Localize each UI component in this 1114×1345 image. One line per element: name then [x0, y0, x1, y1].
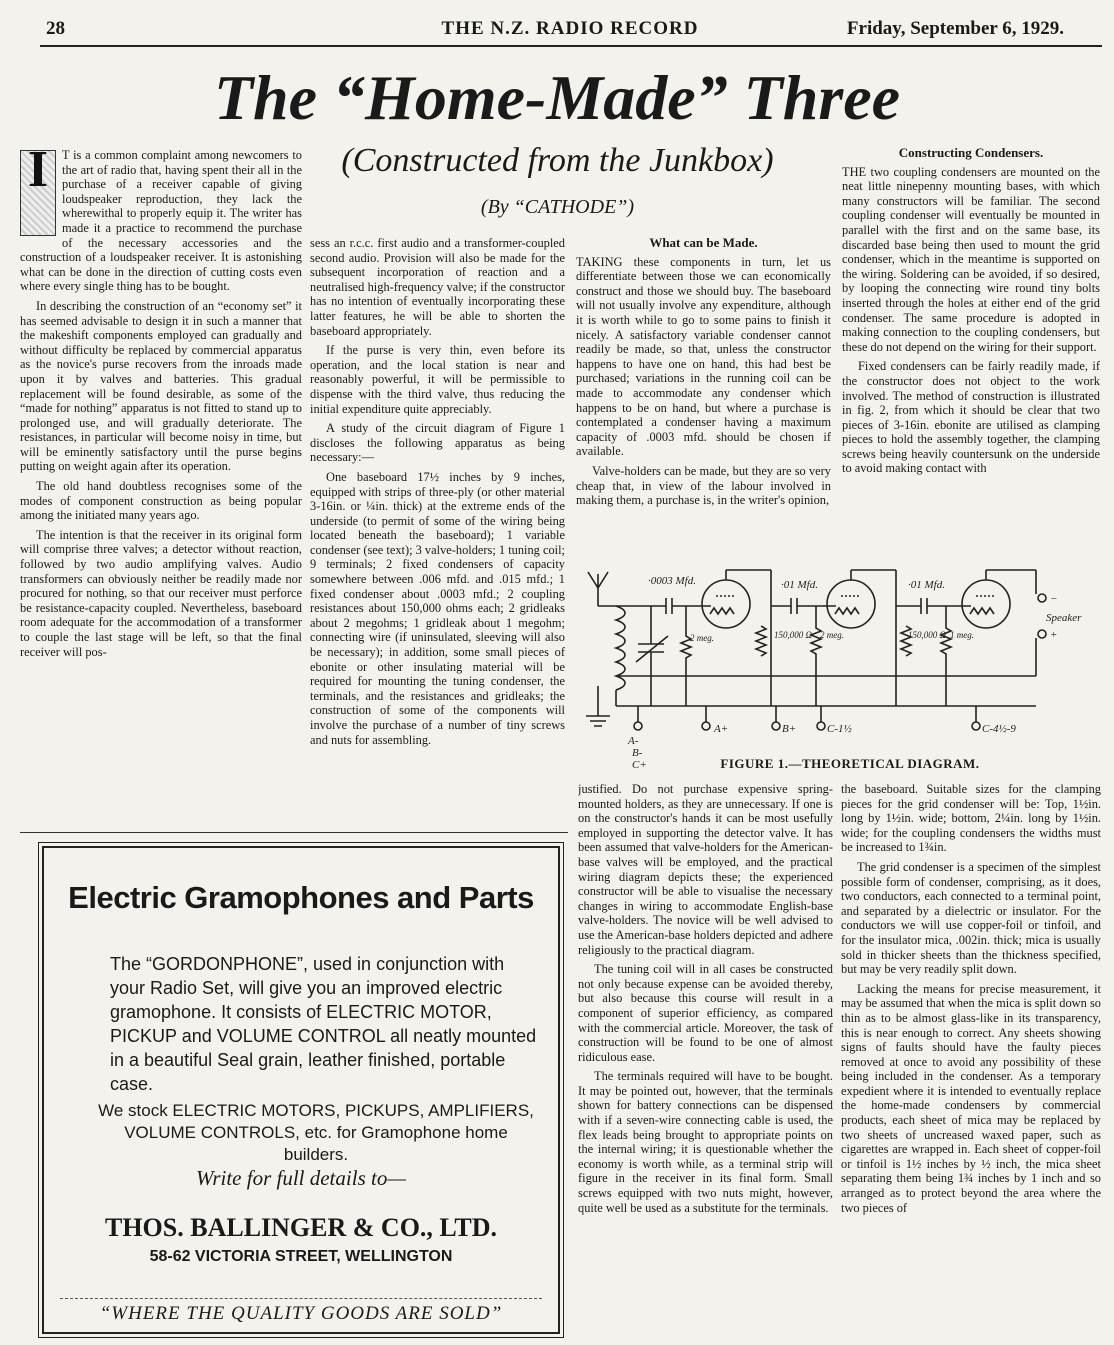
paragraph: the baseboard. Suitable sizes for the clamping pieces for the grid condenser will be: Top, 1½in. long by 1½in. wide; bottom, 2¼in. long by 1½in. wide; for the coupling condensers the widths must be increased to 1¾in. [841, 782, 1101, 855]
ad-headline: Electric Gramophones and Parts [68, 880, 534, 915]
earth-symbol [586, 686, 610, 726]
label-c-plus: C+ [632, 759, 647, 771]
page-number: 28 [46, 18, 65, 39]
article-column-2 [310, 236, 565, 828]
terminal-c-minus-2 [972, 722, 980, 730]
label-c1: ·0003 Mfd. [648, 575, 696, 587]
paragraph: THE two coupling condensers are mounted on the neat little ninepenny mounting bases, with which many constructors will be familiar. The second coupling condenser will eventually be mounted in parallel with the first and on the same base, its discarded base being then used to mount the grid condenser, which in the meantime is supported on the wiring. Soldering can be avoided, if so desired, by looping the connecting wire round tiny bolts inserted through the holes at either end of the grid condenser. The same procedure is adopted in making connection to the coupling condensers, but these do not depend on the wiring for their support. [842, 164, 1100, 354]
ad-address: 58-62 VICTORIA STREET, WELLINGTON [149, 1248, 453, 1265]
article-column-3 [576, 236, 831, 564]
page-header [46, 18, 1094, 44]
paragraph: If the purse is very thin, even before its operation, and the local station is near and reasonably powerful, it will be permissible to dispense with the third valve, thus reducing the initial expenditure quite appreciably. [310, 343, 565, 416]
speaker-terminal-plus [1038, 630, 1046, 638]
paragraph: The terminals required will have to be bought. It may be pointed out, however, that the terminals shown for battery connections can be dispensed with if a seven-wire connecting cable is used, the flex leads being brought to appropriate points on the internal wiring; it is questionable whether the economy is worth while, as a terminal strip will figure in the receiver in its final form. Small screws equipped with two nuts might, however, quite well be used as a substitute for the terminals. [578, 1069, 833, 1215]
paragraph: The intention is that the receiver in its original form will comprise three valves; a detector without reaction, followed by two audio amplifying valves. Audio transformers can obviously neither be readily made nor procured for nothing, so that our receiver must perforce be resistance-capacity coupled. Nevertheless, baseboard room adequate for the accommodation of a transformer to couple the last stage will be left, so that the final receiver will pos- [20, 527, 302, 659]
label-speaker-plus: + [1050, 629, 1058, 641]
paragraph: The grid condenser is a specimen of the simplest possible form of condenser, comprising, as it does, two conductors, each connected to a terminal point, and separated by a dielectric or insulator. For the conductors we will use copper-foil or tinfoil, and for the insulator mica, .002in. thick; mica is usually sold in thicker sheets than the thickness specified, but may be very readily split down. [841, 859, 1101, 977]
article-byline: (By “CATHODE”) [480, 196, 635, 218]
column-divider [20, 832, 568, 833]
terminal-a-minus [634, 722, 642, 730]
label-speaker-minus: − [1050, 593, 1058, 605]
paragraph: In describing the construction of an “economy set” it has seemed advisable to design it in such a manner that the makeshift components employed can gradually and without difficulty be replaced by commercial apparatus as the novice's purse recovers from the inroads made upon it by valves and batteries. This gradual replacement will be found desirable, as some of the “made for nothing” apparatus is not fitted to stand up to prolonged use, and will gradually deteriorate. The resistances, in particular will become noisy in time, but will be eminently satisfactory until the purse begins putting on weight again after its operation. [20, 298, 302, 474]
article-title: The “Home-Made” Three [213, 62, 901, 133]
circuit-diagram [576, 566, 1106, 776]
label-c-minus-1: C-1½ [827, 723, 852, 735]
section-heading: What can be Made. [649, 236, 758, 250]
label-b-minus: B- [632, 747, 643, 759]
article-column-6 [841, 782, 1101, 1338]
label-r3: 2 meg. [820, 630, 844, 640]
speaker-terminal-minus [1038, 594, 1046, 602]
label-r5: 1 meg. [950, 630, 974, 640]
gridleak-r3 [811, 606, 821, 706]
aerial-symbol [588, 572, 608, 606]
header-rule [40, 45, 1102, 47]
grid-condenser [666, 598, 711, 614]
label-c2: ·01 Mfd. [781, 579, 818, 591]
article-subtitle: (Constructed from the Junkbox) [341, 142, 774, 179]
ad-slogan: “WHERE THE QUALITY GOODS ARE SOLD” [60, 1298, 542, 1325]
paragraph: A study of the circuit diagram of Figure 1 discloses the following apparatus as being necessary:— [310, 421, 565, 465]
label-c-minus-2: C-4½-9 [982, 723, 1016, 735]
terminal-a-plus [702, 722, 710, 730]
article-column-4 [842, 146, 1100, 564]
article-column-1 [20, 148, 302, 828]
advertisement [42, 846, 560, 1334]
label-r4: 150,000 Ω [908, 630, 947, 640]
paragraph: One baseboard 17½ inches by 9 inches, equipped with strips of three-ply (or other material 3-16in. or ¼in. thick) at the extreme ends of the underside (to permit of some of the wiring being located beneath the baseboard); 1 variable condenser (see text); 3 valve-holders; 1 tuning coil; 9 terminals; 2 fixed condensers of capacity somewhere between .006 mfd. and .015 mfd.; 1 fixed condenser about .0003 mfd.; 2 coupling resistances about 150,000 ohms each; 2 gridleaks about 2 megohms; 1 gridleak about 1 megohm; connecting wire (if uninsulated, sleeving will also be necessary); in addition, some small pieces of ebonite or other insulating material will be required for mounting the tuning condenser, the terminals, and the resistances and gridleaks; the construction of some of the components will involve the purchase of a number of tiny screws and nuts for assembling. [310, 469, 565, 747]
ad-write-line: Write for full details to— [195, 1166, 406, 1190]
coupling-condenser-2 [896, 598, 971, 614]
label-speaker: Speaker [1046, 612, 1082, 624]
paragraph: Valve-holders can be made, but they are so very cheap that, in view of the labour involved in making them, a purchase is, in the writer's opinion, [576, 463, 831, 508]
paragraph: justified. Do not purchase expensive spring-mounted holders, as they are unnecessary. If one is on the constructor's hands it can be most usefully employed in supporting the detector valve. It has been assumed that valve-holders for the American-base valves will be employed, and the practical wiring diagram depicts these; the experienced constructor will be able to visualise the necessary changes in wiring to accommodate English-base valve-holders. The novice will be well advised to use the American-base holders depicted and adhere religiously to the practical diagram. [578, 782, 833, 957]
paragraph: sess an r.c.c. first audio and a transformer-coupled second audio. Provision will also be made for the subsequent incorporation of reaction and a neutralised high-frequency valve; if the constructor has no intention of eventually incorporating these latter features, he will be able to shorten the baseboard appropriately. [310, 236, 565, 338]
paragraph: T is a common complaint among newcomers to the art of radio that, having spent their all in the purchase of a receiver capable of giving loudspeaker reproduction, they lack the wherewithal to properly equip it. The writer has made it a practice to recommend the purchase of the necessary accessories and the construction of a loudspeaker receiver. It is astonishing what can be done in the direction of cutting costs even where every single thing has to be bought. [20, 148, 302, 294]
valve-1 [702, 570, 750, 628]
masthead: THE N.Z. RADIO RECORD [441, 18, 699, 39]
valve-2 [827, 570, 875, 628]
anode-resistor-r2 [756, 626, 766, 656]
ad-company-name: THOS. BALLINGER & CO., LTD. [104, 1213, 498, 1242]
paragraph: TAKING these components in turn, let us differentiate between those we can economically construct and those we should buy. The baseboard will not usually involve any expenditure, although it is worth while to go to some pains to finish it nicely. A satisfactory variable condenser cannot readily be made, so that, unless the constructor happens to have one on hand, this had best be purchased; variations in the running coil can be made to accommodate any condenser which happens to be on hand, but where a purchase is contemplated a condenser having a maximum capacity of .0003 mfd. should be chosen if available. [576, 254, 831, 459]
article-column-5 [578, 782, 833, 1338]
tuning-coil [598, 606, 625, 706]
figure-caption: FIGURE 1.—THEORETICAL DIAGRAM. [720, 756, 980, 771]
paragraph: The old hand doubtless recognises some of the modes of component construction as being popular among the initiated many years ago. [20, 479, 302, 523]
terminal-b-plus [772, 722, 780, 730]
gridleak-r5 [941, 606, 951, 706]
ornamental-dropcap: I [20, 150, 56, 236]
label-r2: 150,000 Ω [774, 630, 813, 640]
label-c3: ·01 Mfd. [908, 579, 945, 591]
label-a-plus: A+ [714, 723, 729, 735]
valve-3 [962, 570, 1010, 628]
label-a-minus: A- [628, 735, 639, 747]
paragraph: The tuning coil will in all cases be constructed not only because expense can be avoided thereby, but also because this course will result in a component of superior efficiency, as compared with the commercial article. Moreover, the task of construction will be found to be one of almost ridiculous ease. [578, 962, 833, 1064]
terminal-c-minus-1 [817, 722, 825, 730]
coupling-condenser-1 [771, 598, 836, 614]
ad-body-gordonphone: The “GORDONPHONE”, used in conjunction with your Radio Set, will give you an improved electric gramophone. It consists of ELECTRIC MOTOR, PICKUP and VOLUME CONTROL all neatly mounted in a beautiful Seal grain, leather finished, portable case. [110, 954, 537, 1094]
gridleak-r1 [681, 606, 691, 706]
label-r1: 2 meg. [690, 633, 714, 643]
paragraph: Lacking the means for precise measurement, it may be assumed that when the mica is split down so thin as to be almost glass-like in its transparency, this is near enough to correct. Any sheets showing signs of faults should have the faulty pieces removed at once to avoid any possibility of these being included in the condenser. As a temporary expedient where it is intended to eventually replace the home-made condensers by commercial products, each sheet of mica may be replaced by two sheets of uncreased waxed paper, such as cigarettes are wrapped in. Each sheet of copper-foil or tinfoil is 1½ inches by ½ inch, the mica sheet separating them being 1¾ inches by 1 inch and so arranged as to protect beyond the area where the two pieces of [841, 981, 1101, 1215]
section-heading: Constructing Condensers. [898, 146, 1044, 160]
paragraph: Fixed condensers can be fairly readily made, if the constructor does not object to the work involved. The method of construction is illustrated in fig. 2, from which it should be clear that two pieces of 3-16in. ebonite are utilised as clamping pieces to hold the assembly together, the clamping screws being heavily countersunk on the underside to avoid making contact with [842, 359, 1100, 476]
issue-date: Friday, September 6, 1929. [846, 18, 1064, 39]
variable-condenser [636, 606, 668, 706]
label-b-plus: B+ [782, 723, 797, 735]
ad-body-stock: We stock ELECTRIC MOTORS, PICKUPS, AMPLIFIERS, VOLUME CONTROLS, etc. for Gramophone home builders. [98, 1101, 534, 1164]
